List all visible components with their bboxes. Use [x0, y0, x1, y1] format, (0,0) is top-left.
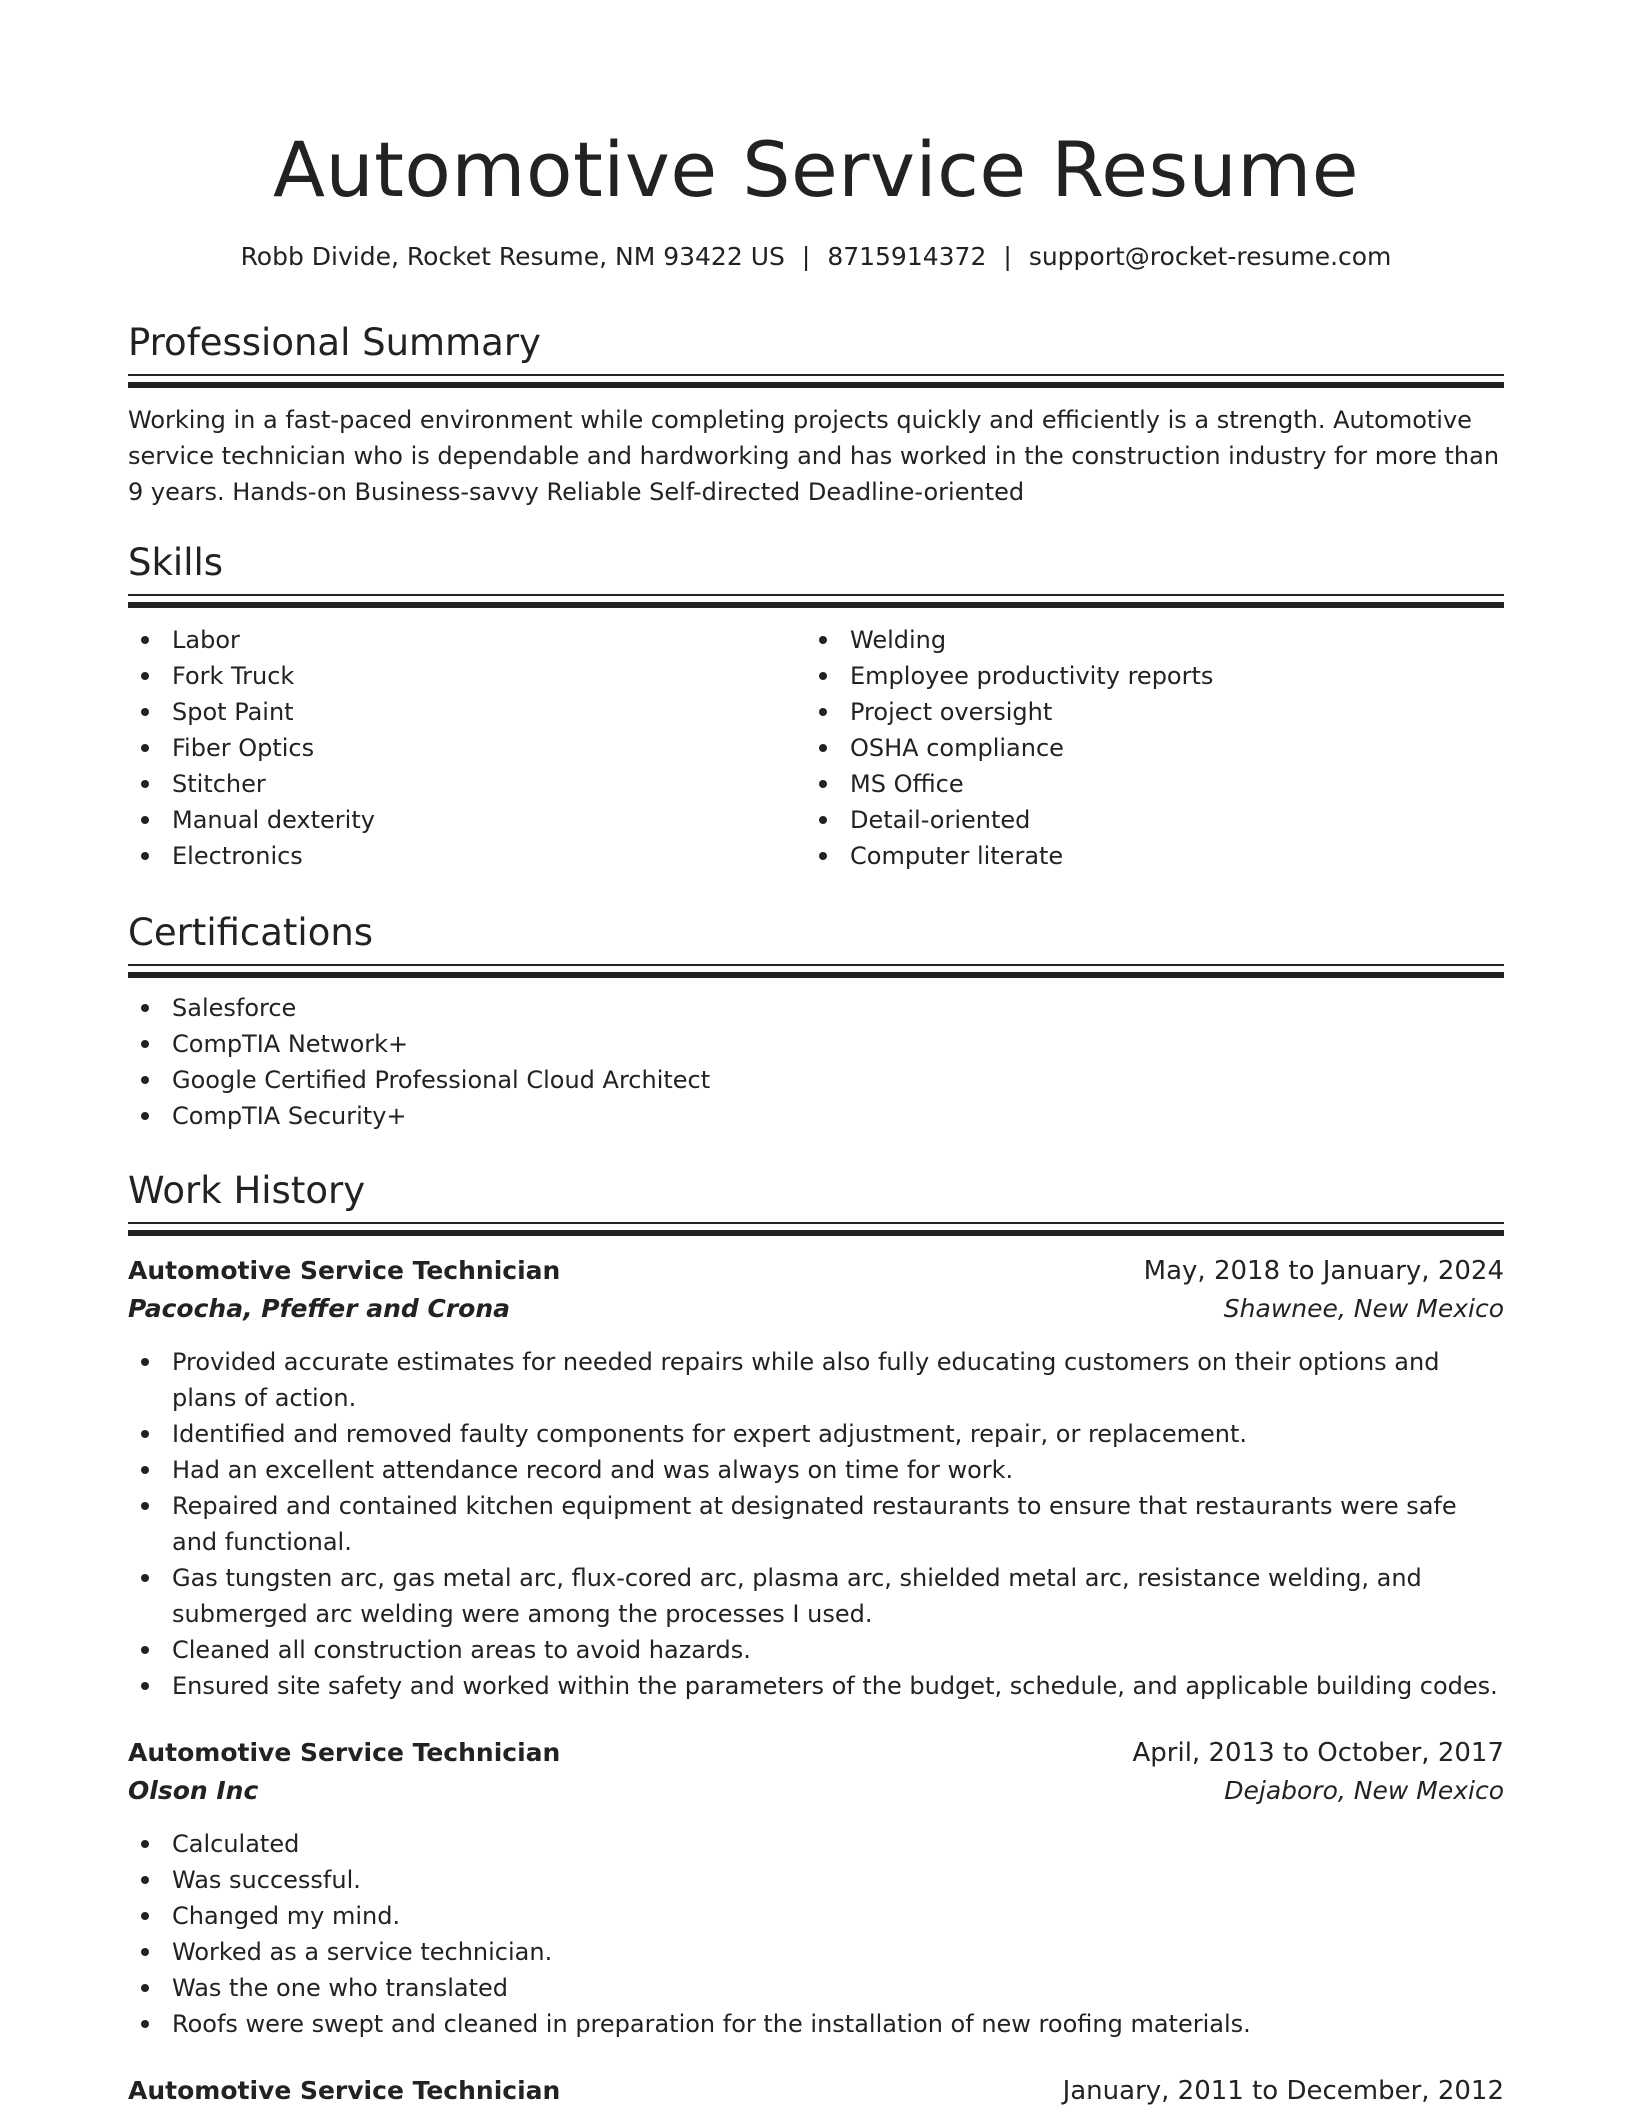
job-bullets [128, 1344, 1504, 1704]
list-item: Manual dexterity [128, 802, 806, 838]
list-item: Identified and removed faulty components for expert adjustment, repair, or replacement. [128, 1416, 1504, 1452]
list-item: Electronics [128, 838, 806, 874]
list-item: Labor [128, 622, 806, 658]
skills-column-left [128, 622, 806, 874]
list-item: Gas tungsten arc, gas metal arc, flux-cored arc, plasma arc, shielded metal arc, resistance welding, and submerged arc welding were among the processes I used. [128, 1560, 1504, 1632]
job-entry [128, 1252, 1504, 1704]
list-item: Spot Paint [128, 694, 806, 730]
summary-text: Working in a fast-paced environment while completing projects quickly and efficiently is a strength. Automotive service technician who is dependable and hardworking and has worked in the construction industry for more than 9 years. Hands-on Business-savvy Reliable Self-directed Deadline-oriented [128, 406, 1500, 506]
section-heading: Certifications [128, 911, 374, 954]
section-divider [128, 964, 1504, 978]
list-item: Roofs were swept and cleaned in preparation for the installation of new roofing materials. [128, 2006, 1504, 2042]
list-item: MS Office [806, 766, 1484, 802]
skills-column-right [806, 622, 1484, 874]
certifications-section [128, 908, 1504, 1134]
list-item: Welding [806, 622, 1484, 658]
list-item: Was the one who translated [128, 1970, 1504, 2006]
contact-separator: | [1003, 242, 1012, 271]
list-item: Salesforce [128, 990, 1504, 1026]
section-heading: Skills [128, 541, 224, 584]
job-title: Automotive Service Technician [128, 1256, 561, 1285]
skills-columns [128, 622, 1504, 874]
section-divider [128, 1222, 1504, 1236]
job-company: Olson Inc [128, 1776, 259, 1805]
skills-list-right [806, 622, 1484, 874]
contact-address: Robb Divide, Rocket Resume, NM 93422 US [240, 242, 785, 271]
contact-email: support@rocket-resume.com [1028, 242, 1392, 271]
certifications-list [128, 990, 1504, 1134]
summary-section [128, 318, 1504, 510]
skills-section [128, 538, 1504, 874]
list-item: Had an excellent attendance record and was always on time for work. [128, 1452, 1504, 1488]
section-heading: Professional Summary [128, 321, 541, 364]
job-dates: May, 2018 to January, 2024 [1143, 1256, 1504, 1286]
job-entry [128, 2072, 1504, 2110]
list-item: Computer literate [806, 838, 1484, 874]
list-item: OSHA compliance [806, 730, 1484, 766]
resume-title: Automotive Service Resume [272, 125, 1360, 214]
job-bullets [128, 1826, 1504, 2042]
list-item: Was successful. [128, 1862, 1504, 1898]
job-entry [128, 1734, 1504, 2042]
list-item: Google Certified Professional Cloud Architect [128, 1062, 1504, 1098]
contact-phone: 8715914372 [827, 242, 987, 271]
contact-line [128, 236, 1504, 278]
job-title: Automotive Service Technician [128, 1738, 561, 1767]
list-item: Fiber Optics [128, 730, 806, 766]
contact-separator: | [801, 242, 811, 271]
section-heading: Work History [128, 1169, 366, 1212]
list-item: Detail-oriented [806, 802, 1484, 838]
list-item: Ensured site safety and worked within the parameters of the budget, schedule, and applicable building codes. [128, 1668, 1504, 1704]
section-divider [128, 374, 1504, 388]
list-item: Provided accurate estimates for needed repairs while also fully educating customers on their options and plans of action. [128, 1344, 1504, 1416]
list-item: Calculated [128, 1826, 1504, 1862]
list-item: Stitcher [128, 766, 806, 802]
job-dates: January, 2011 to December, 2012 [1062, 2076, 1504, 2106]
list-item: Worked as a service technician. [128, 1934, 1504, 1970]
list-item: Employee productivity reports [806, 658, 1484, 694]
work-history-section [128, 1166, 1504, 2110]
list-item: Project oversight [806, 694, 1484, 730]
skills-list-left [128, 622, 806, 874]
job-company: Pacocha, Pfeffer and Crona [128, 1294, 511, 1323]
job-title: Automotive Service Technician [128, 2076, 561, 2105]
list-item: Changed my mind. [128, 1898, 1504, 1934]
job-dates: April, 2013 to October, 2017 [1132, 1738, 1504, 1768]
list-item: CompTIA Network+ [128, 1026, 1504, 1062]
job-location: Dejaboro, New Mexico [1224, 1776, 1504, 1805]
list-item: CompTIA Security+ [128, 1098, 1504, 1134]
section-divider [128, 594, 1504, 608]
list-item: Fork Truck [128, 658, 806, 694]
list-item: Cleaned all construction areas to avoid hazards. [128, 1632, 1504, 1668]
list-item: Repaired and contained kitchen equipment at designated restaurants to ensure that restaurants were safe and functional. [128, 1488, 1504, 1560]
job-location: Shawnee, New Mexico [1223, 1294, 1504, 1323]
